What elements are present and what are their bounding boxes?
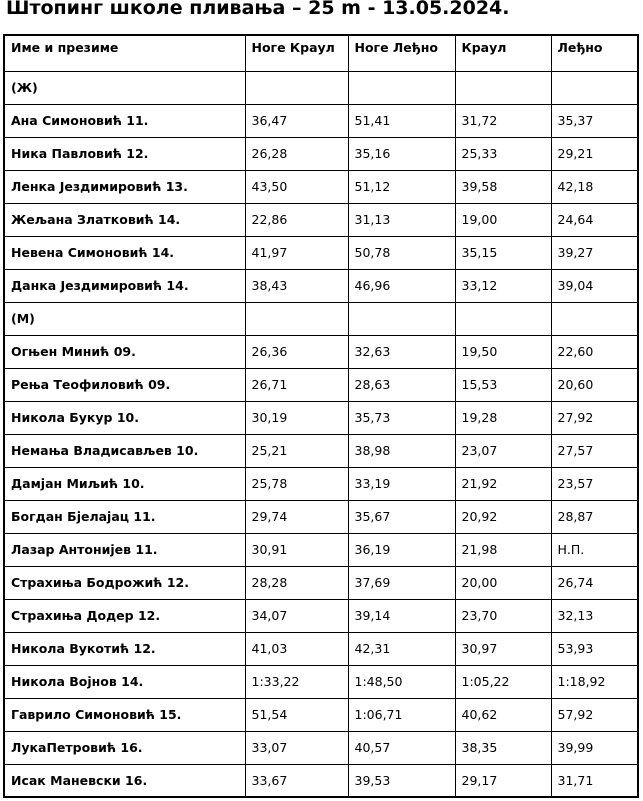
header-row [4,35,638,71]
cell-legs-back: 51,41 [348,104,455,137]
cell-legs-crawl: 36,47 [245,104,348,137]
cell-crawl: 33,12 [455,269,551,302]
cell-name: Лазар Антонијев 11. [4,533,245,566]
group-label: (М) [4,302,245,335]
cell-name: Ника Павловић 12. [4,137,245,170]
cell-crawl: 19,00 [455,203,551,236]
cell-back: 1:18,92 [551,665,638,698]
cell-name: Жељана Златковић 14. [4,203,245,236]
cell-name: Невена Симоновић 14. [4,236,245,269]
cell-legs-back: 42,31 [348,632,455,665]
results-table [3,34,639,798]
table-row [4,566,638,599]
table-row [4,698,638,731]
cell-legs-crawl: 33,07 [245,731,348,764]
cell-legs-crawl: 26,71 [245,368,348,401]
cell-crawl: 21,92 [455,467,551,500]
cell-name: Ленка Јездимировић 13. [4,170,245,203]
cell-legs-crawl: 34,07 [245,599,348,632]
cell-back: 32,13 [551,599,638,632]
group-row [4,71,638,104]
table-row [4,731,638,764]
table-row [4,632,638,665]
cell-crawl: 25,33 [455,137,551,170]
table-row [4,269,638,302]
cell-back: 20,60 [551,368,638,401]
cell-legs-crawl: 1:33,22 [245,665,348,698]
table-row [4,236,638,269]
empty-cell [551,302,638,335]
cell-name: ЛукаПетровић 16. [4,731,245,764]
empty-cell [245,302,348,335]
cell-legs-back: 37,69 [348,566,455,599]
cell-legs-back: 39,14 [348,599,455,632]
cell-legs-crawl: 25,78 [245,467,348,500]
cell-back: Н.П. [551,533,638,566]
cell-legs-back: 39,53 [348,764,455,797]
cell-legs-crawl: 29,74 [245,500,348,533]
cell-legs-crawl: 22,86 [245,203,348,236]
cell-name: Дамјан Миљић 10. [4,467,245,500]
cell-back: 39,27 [551,236,638,269]
cell-legs-back: 28,63 [348,368,455,401]
cell-crawl: 40,62 [455,698,551,731]
cell-name: Никола Вукотић 12. [4,632,245,665]
cell-back: 27,57 [551,434,638,467]
cell-crawl: 15,53 [455,368,551,401]
cell-crawl: 20,92 [455,500,551,533]
cell-name: Страхиња Додер 12. [4,599,245,632]
cell-back: 29,21 [551,137,638,170]
header-crawl: Краул [455,35,551,71]
cell-crawl: 21,98 [455,533,551,566]
cell-crawl: 20,00 [455,566,551,599]
cell-back: 39,04 [551,269,638,302]
cell-legs-back: 36,19 [348,533,455,566]
cell-legs-back: 50,78 [348,236,455,269]
cell-crawl: 38,35 [455,731,551,764]
table-row [4,500,638,533]
table-row [4,368,638,401]
table-row [4,599,638,632]
cell-legs-back: 40,57 [348,731,455,764]
empty-cell [245,71,348,104]
cell-back: 22,60 [551,335,638,368]
table-row [4,335,638,368]
cell-legs-back: 32,63 [348,335,455,368]
table-row [4,665,638,698]
header-legs-back: Ноге Леђно [348,35,455,71]
cell-back: 28,87 [551,500,638,533]
cell-legs-back: 35,67 [348,500,455,533]
page-title: Штопинг школе пливања – 25 m - 13.05.2024. [6,0,510,19]
table-row [4,764,638,797]
cell-name: Немања Владисављев 10. [4,434,245,467]
cell-legs-crawl: 30,19 [245,401,348,434]
cell-legs-crawl: 43,50 [245,170,348,203]
cell-back: 53,93 [551,632,638,665]
cell-name: Богдан Бјелајац 11. [4,500,245,533]
cell-name: Никола Војнов 14. [4,665,245,698]
table-row [4,203,638,236]
cell-name: Страхиња Бодрожић 12. [4,566,245,599]
cell-legs-crawl: 25,21 [245,434,348,467]
group-label: (Ж) [4,71,245,104]
results-body [4,71,638,797]
cell-legs-back: 1:06,71 [348,698,455,731]
cell-name: Никола Букур 10. [4,401,245,434]
cell-legs-crawl: 26,28 [245,137,348,170]
cell-legs-back: 35,73 [348,401,455,434]
header-legs-crawl: Ноге Краул [245,35,348,71]
cell-crawl: 1:05,22 [455,665,551,698]
cell-legs-crawl: 41,03 [245,632,348,665]
cell-crawl: 19,50 [455,335,551,368]
cell-name: Данка Јездимировић 14. [4,269,245,302]
cell-crawl: 29,17 [455,764,551,797]
cell-name: Огњен Минић 09. [4,335,245,368]
cell-name: Гаврило Симоновић 15. [4,698,245,731]
table-row [4,467,638,500]
cell-crawl: 39,58 [455,170,551,203]
cell-back: 24,64 [551,203,638,236]
cell-legs-back: 33,19 [348,467,455,500]
cell-back: 27,92 [551,401,638,434]
cell-legs-back: 46,96 [348,269,455,302]
table-row [4,434,638,467]
cell-back: 42,18 [551,170,638,203]
header-back: Леђно [551,35,638,71]
table-row [4,137,638,170]
cell-name: Исак Маневски 16. [4,764,245,797]
cell-name: Ана Симоновић 11. [4,104,245,137]
empty-cell [348,71,455,104]
cell-crawl: 31,72 [455,104,551,137]
cell-legs-crawl: 26,36 [245,335,348,368]
cell-back: 39,99 [551,731,638,764]
cell-legs-crawl: 30,91 [245,533,348,566]
cell-crawl: 23,07 [455,434,551,467]
cell-legs-crawl: 28,28 [245,566,348,599]
empty-cell [348,302,455,335]
cell-name: Рења Теофиловић 09. [4,368,245,401]
cell-legs-back: 51,12 [348,170,455,203]
cell-legs-crawl: 51,54 [245,698,348,731]
cell-back: 23,57 [551,467,638,500]
cell-back: 26,74 [551,566,638,599]
cell-crawl: 23,70 [455,599,551,632]
cell-legs-back: 38,98 [348,434,455,467]
cell-legs-crawl: 33,67 [245,764,348,797]
cell-crawl: 35,15 [455,236,551,269]
cell-legs-back: 35,16 [348,137,455,170]
cell-legs-back: 31,13 [348,203,455,236]
cell-back: 57,92 [551,698,638,731]
empty-cell [455,302,551,335]
table-row [4,170,638,203]
cell-crawl: 19,28 [455,401,551,434]
empty-cell [551,71,638,104]
table-row [4,401,638,434]
group-row [4,302,638,335]
cell-legs-crawl: 38,43 [245,269,348,302]
header-name: Име и презиме [4,35,245,71]
cell-back: 35,37 [551,104,638,137]
table-row [4,104,638,137]
empty-cell [455,71,551,104]
cell-legs-crawl: 41,97 [245,236,348,269]
table-row [4,533,638,566]
cell-legs-back: 1:48,50 [348,665,455,698]
cell-crawl: 30,97 [455,632,551,665]
cell-back: 31,71 [551,764,638,797]
